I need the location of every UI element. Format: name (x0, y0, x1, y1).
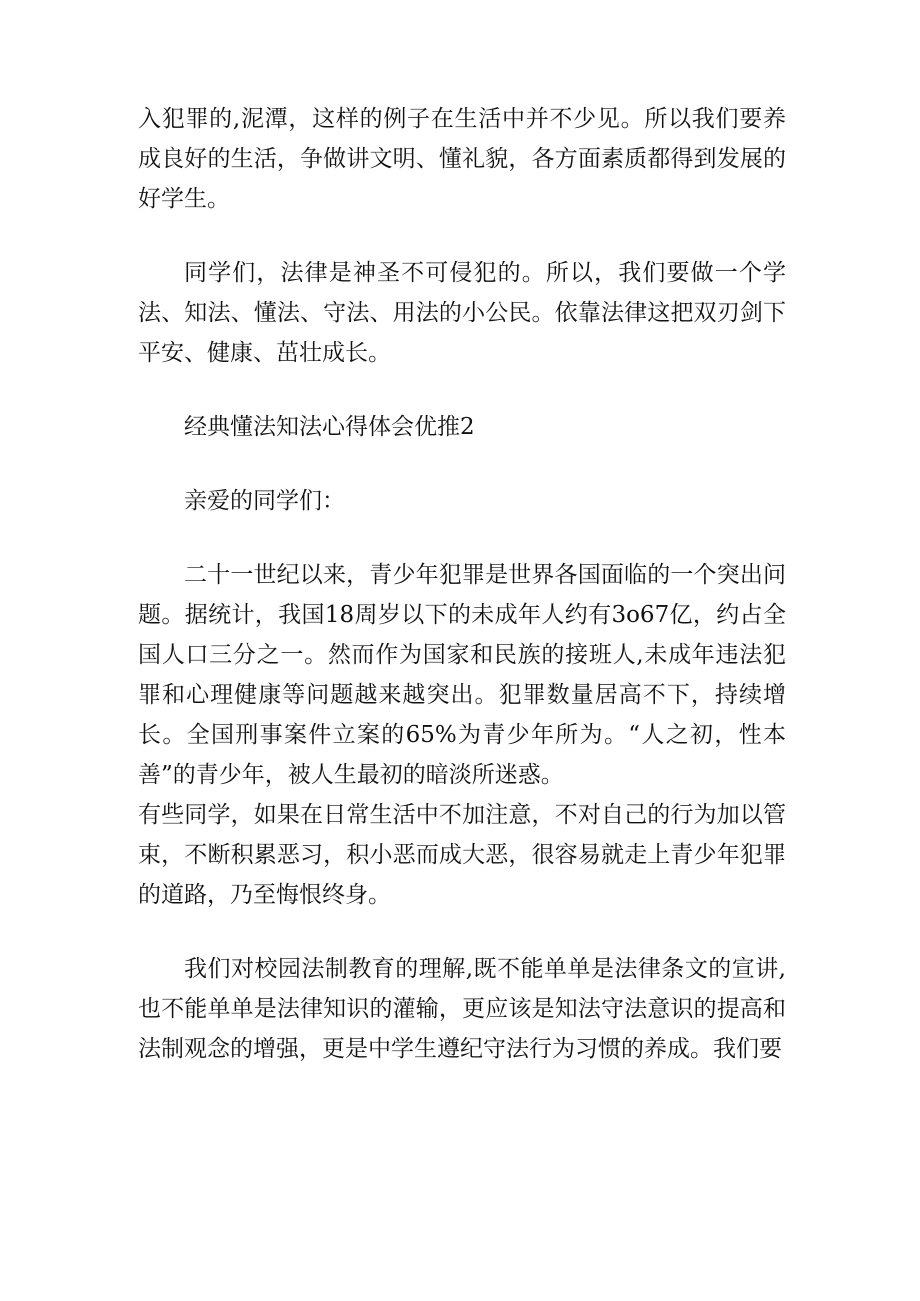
paragraph-law-sacred: 同学们，法律是神圣不可侵犯的。所以，我们要做一个学法、知法、懂法、守法、用法的小公民。依靠法律这把双刃剑下平安、健康、茁壮成长。 (138, 260, 786, 366)
paragraph-continuation: 入犯罪的,泥潭，这样的例子在生活中并不少见。所以我们要养成良好的生活，争做讲文明、懂礼貌，各方面素质都得到发展的好学生。 (138, 106, 786, 212)
paragraph-legal-education: 我们对校园法制教育的理解,既不能单单是法律条文的宣讲,也不能单单是法律知识的灌输，更应该是知法守法意识的提高和法制观念的增强，更是中学生遵纪守法行为习惯的养成。我们要 (138, 956, 786, 1062)
document-body (138, 99, 786, 1069)
section-heading: 经典懂法知法心得体会优推2 (184, 414, 475, 440)
paragraph-bad-habits: 有些同学，如果在日常生活中不加注意，不对自己的行为加以管束，不断积累恶习，积小恶而成大恶，很容易就走上青少年犯罪的道路，乃至悔恨终身。 (138, 802, 786, 908)
paragraph-youth-crime: 二十一世纪以来，青少年犯罪是世界各国面临的一个突出问题。据统计，我国18周岁以下的未成年人约有3o67亿，约占全国人口三分之一。然而作为国家和民族的接班人,未成年违法犯罪和心理健康等问题越来越突出。犯罪数量居高不下，持续增长。全国刑事案件立案的65%为青少年所为。“人之初，性本善”的青少年，被人生最初的暗淡所迷惑。 (138, 562, 786, 788)
salutation: 亲爱的同学们： (184, 488, 345, 514)
